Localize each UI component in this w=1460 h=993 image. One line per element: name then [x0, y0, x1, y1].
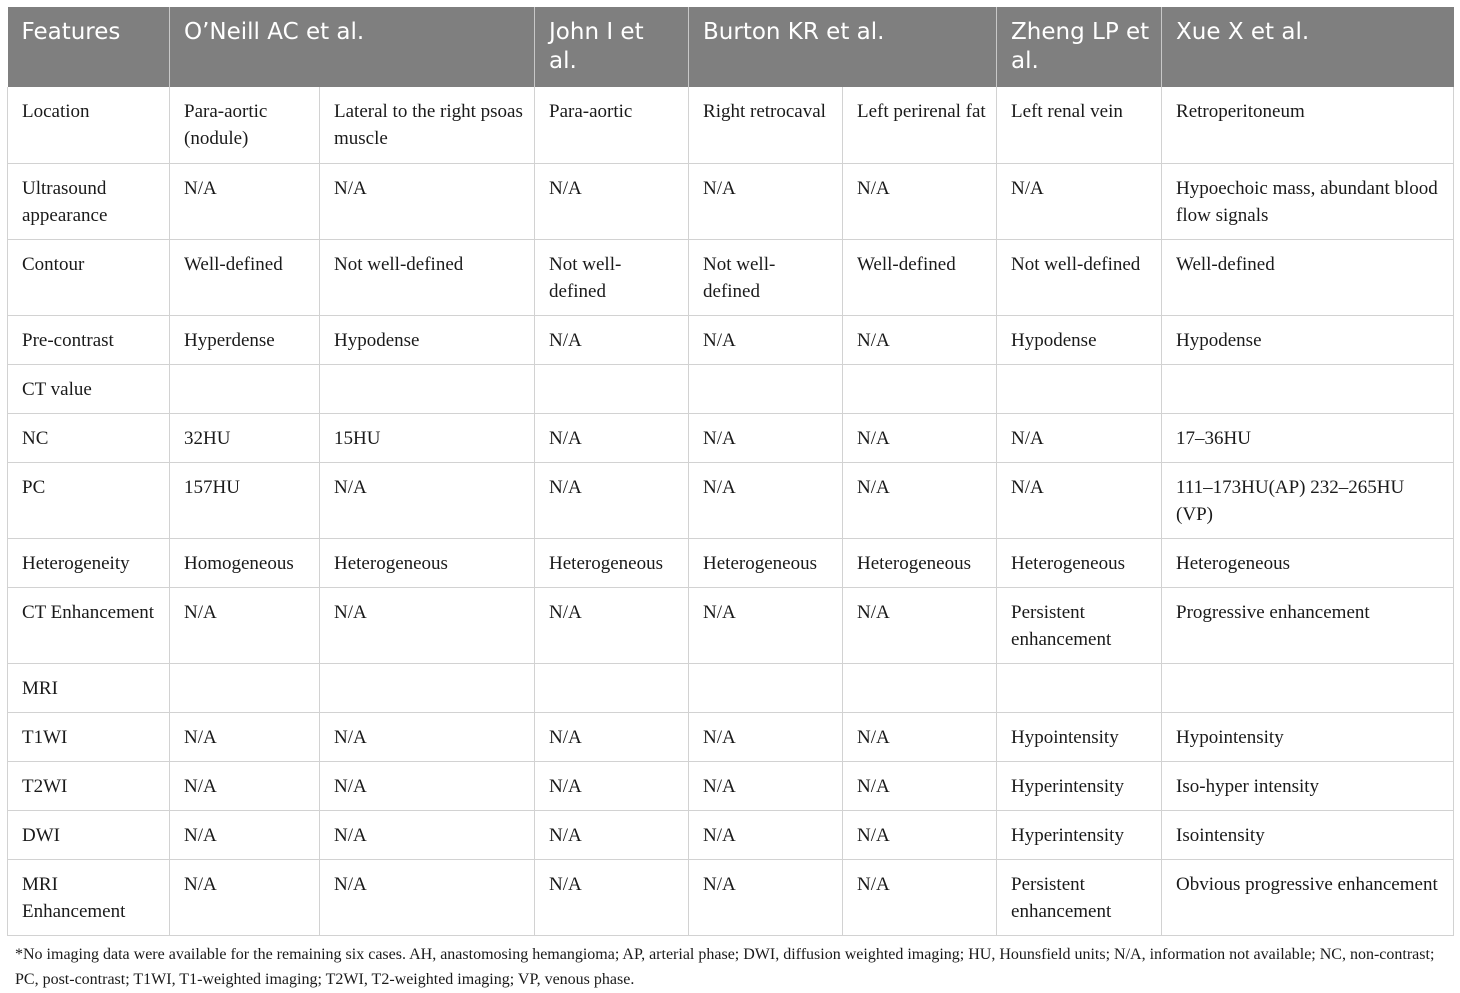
header-features: Features: [8, 7, 170, 87]
table-cell: N/A: [535, 587, 689, 663]
table-cell: N/A: [170, 761, 320, 810]
table-cell: N/A: [689, 810, 843, 859]
table-cell: N/A: [535, 413, 689, 462]
table-cell: Hyperintensity: [997, 810, 1162, 859]
table-row: [8, 239, 1454, 315]
table-cell: Not well-defined: [320, 239, 535, 315]
table-cell: N/A: [997, 413, 1162, 462]
table-cell: N/A: [320, 859, 535, 935]
table-cell: N/A: [843, 810, 997, 859]
table-cell: N/A: [170, 712, 320, 761]
table-cell: N/A: [535, 761, 689, 810]
table-cell: N/A: [170, 859, 320, 935]
table-cell: N/A: [843, 462, 997, 538]
table-cell: 15HU: [320, 413, 535, 462]
imaging-features-table: [7, 7, 1454, 936]
table-cell: Well-defined: [1162, 239, 1454, 315]
table-cell: 17–36HU: [1162, 413, 1454, 462]
table-cell: 157HU: [170, 462, 320, 538]
table-cell: N/A: [320, 712, 535, 761]
table-container: [7, 7, 1453, 992]
table-cell: Hypointensity: [997, 712, 1162, 761]
table-row: [8, 587, 1454, 663]
table-cell: N/A: [689, 587, 843, 663]
table-cell: [1162, 663, 1454, 712]
table-cell: N/A: [689, 712, 843, 761]
table-row: [8, 364, 1454, 413]
row-label: MRI Enhancement: [8, 859, 170, 935]
table-row: [8, 315, 1454, 364]
table-row: [8, 859, 1454, 935]
table-cell: N/A: [997, 163, 1162, 239]
row-label: Pre-contrast: [8, 315, 170, 364]
table-cell: Hypodense: [320, 315, 535, 364]
table-cell: Left perirenal fat: [843, 87, 997, 163]
table-cell: Right retrocaval: [689, 87, 843, 163]
table-row: [8, 462, 1454, 538]
table-cell: Not well-defined: [997, 239, 1162, 315]
table-cell: N/A: [843, 761, 997, 810]
table-cell: N/A: [689, 163, 843, 239]
table-cell: Heterogeneous: [843, 538, 997, 587]
table-cell: Left renal vein: [997, 87, 1162, 163]
table-cell: N/A: [535, 810, 689, 859]
row-label: Ultrasound appearance: [8, 163, 170, 239]
table-cell: N/A: [320, 587, 535, 663]
table-cell: 111–173HU(AP) 232–265HU (VP): [1162, 462, 1454, 538]
header-xue: Xue X et al.: [1162, 7, 1454, 87]
table-cell: N/A: [843, 413, 997, 462]
table-cell: Not well-defined: [689, 239, 843, 315]
row-label: DWI: [8, 810, 170, 859]
header-oneill: O’Neill AC et al.: [170, 7, 535, 87]
table-cell: N/A: [843, 163, 997, 239]
table-cell: N/A: [320, 810, 535, 859]
table-cell: [320, 364, 535, 413]
row-label: CT Enhancement: [8, 587, 170, 663]
table-cell: [997, 364, 1162, 413]
table-cell: N/A: [535, 315, 689, 364]
table-cell: N/A: [843, 587, 997, 663]
table-row: [8, 538, 1454, 587]
table-cell: [535, 364, 689, 413]
table-row: [8, 163, 1454, 239]
table-row: [8, 761, 1454, 810]
table-cell: Isointensity: [1162, 810, 1454, 859]
table-cell: N/A: [535, 859, 689, 935]
table-cell: N/A: [170, 163, 320, 239]
header-john: John I et al.: [535, 7, 689, 87]
table-cell: [689, 364, 843, 413]
table-cell: Hypointensity: [1162, 712, 1454, 761]
table-cell: N/A: [843, 712, 997, 761]
table-cell: Para-aortic (nodule): [170, 87, 320, 163]
table-cell: Hypodense: [1162, 315, 1454, 364]
table-cell: Hyperintensity: [997, 761, 1162, 810]
table-cell: N/A: [320, 462, 535, 538]
table-cell: [535, 663, 689, 712]
table-cell: Heterogeneous: [320, 538, 535, 587]
table-cell: Lateral to the right psoas muscle: [320, 87, 535, 163]
table-cell: [997, 663, 1162, 712]
row-label: MRI: [8, 663, 170, 712]
table-cell: [320, 663, 535, 712]
row-label: Location: [8, 87, 170, 163]
table-cell: Persistent enhancement: [997, 859, 1162, 935]
table-cell: [1162, 364, 1454, 413]
table-cell: N/A: [689, 462, 843, 538]
table-cell: [843, 364, 997, 413]
table-footnote: *No imaging data were available for the remaining six cases. AH, anastomosing hemangioma; AP, arterial phase; DWI, diffusion weighted imaging; HU, Hounsfield units; N/A, information not available; NC, non-contrast; PC, post-contrast; T1WI, T1-weighted imaging; T2WI, T2-weighted imaging; VP, venous phase.: [15, 945, 1435, 988]
header-zheng: Zheng LP et al.: [997, 7, 1162, 87]
table-cell: Obvious progressive enhancement: [1162, 859, 1454, 935]
table-cell: N/A: [170, 587, 320, 663]
table-cell: Hypoechoic mass, abundant blood flow signals: [1162, 163, 1454, 239]
table-cell: Heterogeneous: [997, 538, 1162, 587]
row-label: Heterogeneity: [8, 538, 170, 587]
table-cell: N/A: [689, 859, 843, 935]
row-label: PC: [8, 462, 170, 538]
table-cell: 32HU: [170, 413, 320, 462]
table-cell: Heterogeneous: [689, 538, 843, 587]
row-label: Contour: [8, 239, 170, 315]
table-body: [8, 87, 1454, 935]
table-cell: [689, 663, 843, 712]
table-row: [8, 810, 1454, 859]
table-cell: Not well-defined: [535, 239, 689, 315]
table-cell: Homogeneous: [170, 538, 320, 587]
table-cell: Hypodense: [997, 315, 1162, 364]
table-row: [8, 663, 1454, 712]
table-cell: Persistent enhancement: [997, 587, 1162, 663]
table-cell: N/A: [170, 810, 320, 859]
table-cell: N/A: [535, 462, 689, 538]
table-cell: Progressive enhancement: [1162, 587, 1454, 663]
table-row: [8, 87, 1454, 163]
table-cell: N/A: [997, 462, 1162, 538]
table-cell: Well-defined: [170, 239, 320, 315]
table-cell: N/A: [689, 315, 843, 364]
table-cell: Heterogeneous: [535, 538, 689, 587]
table-cell: N/A: [320, 163, 535, 239]
table-cell: N/A: [320, 761, 535, 810]
table-cell: Well-defined: [843, 239, 997, 315]
table-row: [8, 712, 1454, 761]
table-cell: N/A: [689, 413, 843, 462]
table-cell: Retroperitoneum: [1162, 87, 1454, 163]
table-cell: [843, 663, 997, 712]
row-label: NC: [8, 413, 170, 462]
row-label: T1WI: [8, 712, 170, 761]
table-cell: Para-aortic: [535, 87, 689, 163]
table-cell: Heterogeneous: [1162, 538, 1454, 587]
table-row: [8, 413, 1454, 462]
header-burton: Burton KR et al.: [689, 7, 997, 87]
table-cell: [170, 663, 320, 712]
table-cell: [170, 364, 320, 413]
header-row: [8, 7, 1454, 87]
table-cell: N/A: [843, 315, 997, 364]
table-cell: Hyperdense: [170, 315, 320, 364]
row-label: T2WI: [8, 761, 170, 810]
table-cell: N/A: [535, 712, 689, 761]
table-cell: Iso-hyper intensity: [1162, 761, 1454, 810]
table-header: [8, 7, 1454, 87]
table-cell: N/A: [689, 761, 843, 810]
table-cell: N/A: [535, 163, 689, 239]
row-label: CT value: [8, 364, 170, 413]
table-cell: N/A: [843, 859, 997, 935]
